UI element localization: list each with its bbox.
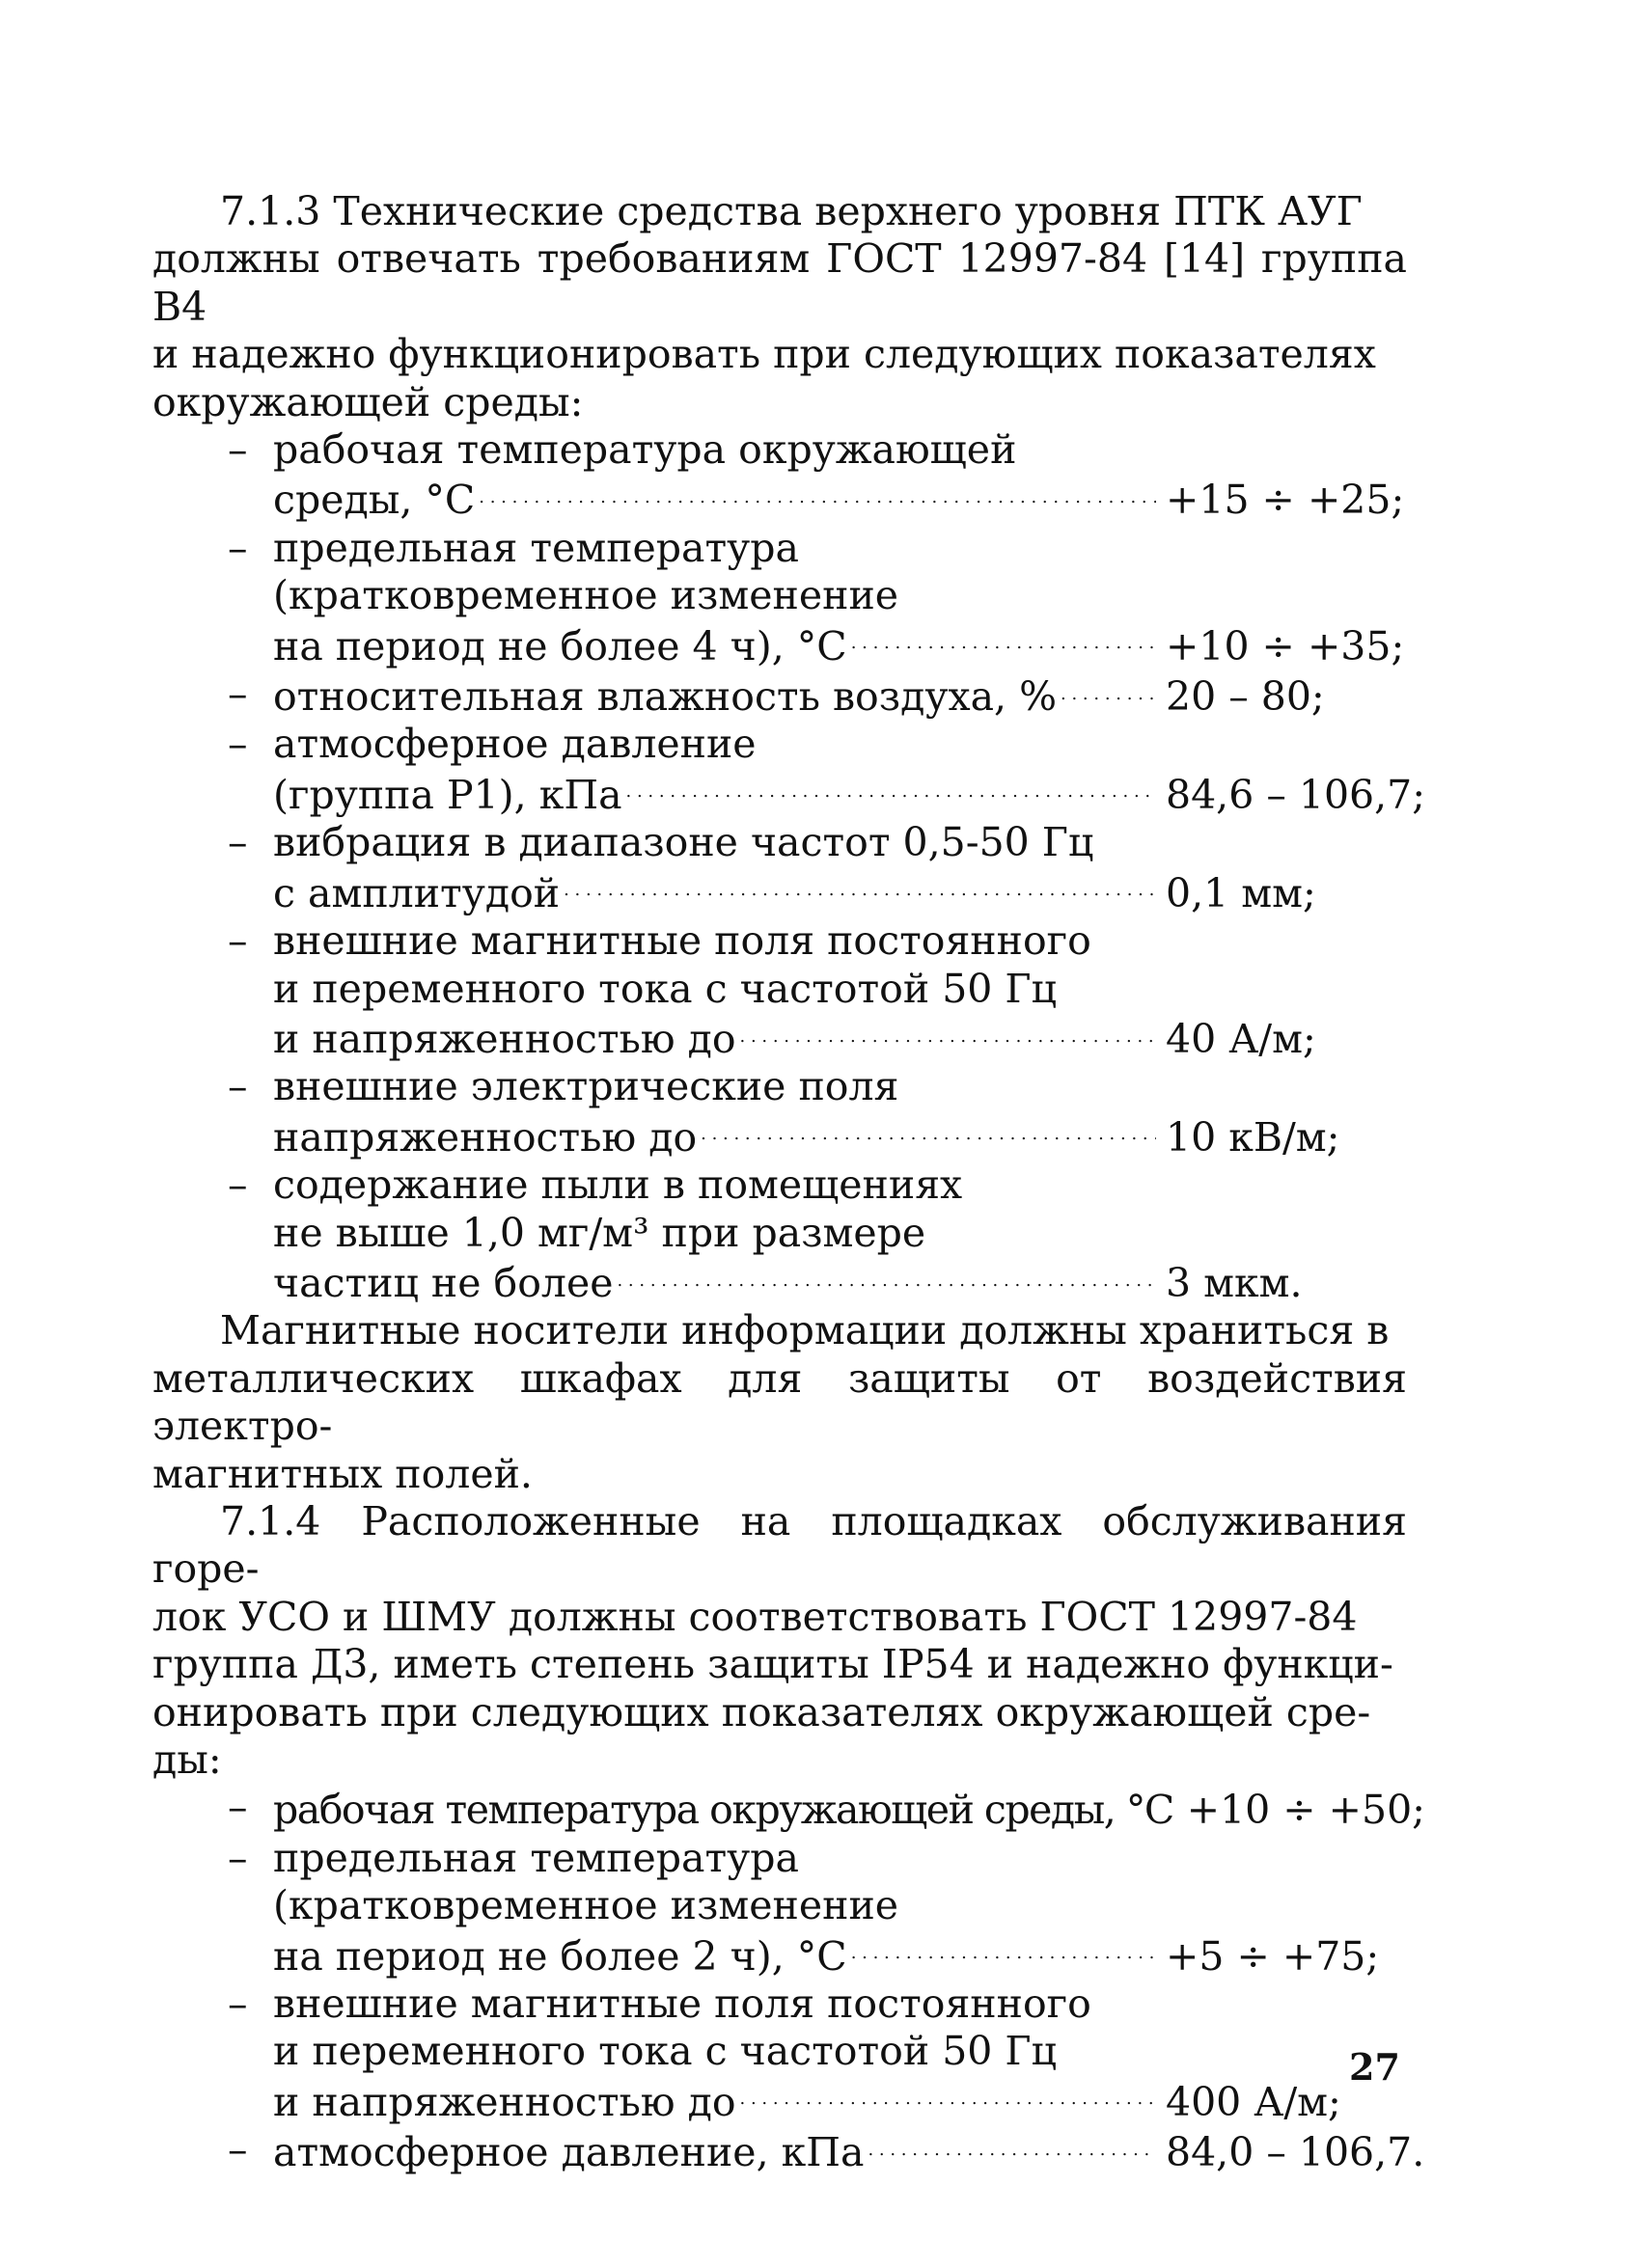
item-label: атмосферное давление, кПа <box>273 2129 865 2176</box>
list-dash: – <box>228 917 248 965</box>
dot-leader <box>851 620 1156 660</box>
list-item <box>152 670 1407 721</box>
list-item <box>152 426 1407 525</box>
item-text-line: предельная температура <box>273 524 799 571</box>
text-line: ды: <box>152 1736 222 1783</box>
text-line: должны отвечать требованиям ГОСТ 12997-84 [14] группа В4 <box>152 235 1407 330</box>
dot-leader <box>626 769 1156 808</box>
list-dash: – <box>228 1063 248 1110</box>
item-label: относительная влажность воздуха, % <box>273 673 1058 721</box>
list-dash: – <box>228 426 248 474</box>
dot-leader <box>701 1111 1156 1151</box>
page-number: 27 <box>1349 2045 1400 2089</box>
section-7-1-4-intro <box>152 1498 1407 1784</box>
list-dash: – <box>228 819 248 866</box>
dot-leader <box>479 474 1156 513</box>
list-item <box>152 721 1426 819</box>
item-value: 10 кВ/м; <box>1166 1113 1340 1161</box>
list-dash: – <box>228 1834 248 1881</box>
item-label: напряженностью до <box>273 1113 698 1161</box>
text-line: онировать при следующих показателях окружающей сре- <box>152 1688 1371 1735</box>
item-text-line: (кратковременное изменение <box>273 572 899 619</box>
text-body <box>152 188 1426 2177</box>
magnetic-media-paragraph <box>152 1307 1407 1498</box>
list-item <box>152 2126 1425 2176</box>
item-text-line: (кратковременное изменение <box>273 1882 899 1929</box>
item-value: 40 А/м; <box>1166 1015 1316 1062</box>
dot-leader <box>740 1013 1156 1052</box>
dot-leader <box>868 2126 1156 2166</box>
item-value: +10 ÷ +50; <box>1186 1787 1425 1834</box>
item-value: 0,1 мм; <box>1166 869 1316 916</box>
item-value: 84,0 – 106,7. <box>1166 2129 1425 2176</box>
item-text-line: внешние магнитные поля постоянного <box>273 917 1091 965</box>
item-label: на период не более 2 ч), °С <box>273 1932 847 1980</box>
item-text-line: внешние магнитные поля постоянного <box>273 1981 1091 2028</box>
text-line: 7.1.4 Расположенные на площадках обслуживания горе- <box>152 1497 1407 1593</box>
item-label: и напряженностью до <box>273 1015 736 1062</box>
list-item <box>152 1063 1407 1161</box>
list-dash: – <box>228 721 248 768</box>
text-line: металлических шкафах для защиты от воздействия электро- <box>152 1354 1407 1450</box>
item-value: 84,6 – 106,7; <box>1166 771 1426 818</box>
item-label: среды, °С <box>273 477 476 524</box>
item-label: (группа Р1), кПа <box>273 771 622 818</box>
list-dash: – <box>228 2126 248 2173</box>
text-line: магнитных полей. <box>152 1450 533 1497</box>
item-value: 400 А/м; <box>1166 2078 1341 2125</box>
item-text-line: и переменного тока с частотой 50 Гц <box>273 965 1057 1012</box>
list-dash: – <box>228 1161 248 1209</box>
item-label: с амплитудой <box>273 869 561 916</box>
list-item <box>152 1981 1407 2126</box>
item-label: на период не более 4 ч), °С <box>273 622 847 669</box>
item-text-line: атмосферное давление <box>273 721 757 768</box>
list-item <box>152 1835 1407 1981</box>
list-item <box>152 1161 1407 1307</box>
item-text-line: не выше 1,0 мг/м³ при размере <box>273 1209 926 1256</box>
item-text-line: содержание пыли в помещениях <box>273 1161 963 1209</box>
section-7-1-3-intro <box>152 188 1407 426</box>
item-value: +15 ÷ +25; <box>1166 477 1405 524</box>
item-label: рабочая температура окружающей среды, °С <box>273 1787 1173 1834</box>
list-dash: – <box>228 1981 248 2028</box>
list-dash: – <box>228 1784 248 1831</box>
item-label: и напряженностью до <box>273 2078 736 2125</box>
list-item <box>152 917 1407 1063</box>
text-line: лок УСО и ШМУ должны соответствовать ГОСТ 12997-84 <box>152 1593 1358 1640</box>
item-value: +10 ÷ +35; <box>1166 622 1405 669</box>
dot-leader <box>564 867 1156 907</box>
dot-leader <box>851 1930 1156 1970</box>
dot-leader <box>1061 670 1156 710</box>
item-value: 20 – 80; <box>1166 673 1325 721</box>
item-text-line: внешние электрические поля <box>273 1063 899 1110</box>
item-text-line: вибрация в диапазоне частот 0,5-50 Гц <box>273 819 1094 866</box>
text-line: 7.1.3 Технические средства верхнего уровня ПТК АУГ <box>220 188 1363 234</box>
list-dash: – <box>228 670 248 718</box>
item-value: +5 ÷ +75; <box>1166 1932 1380 1980</box>
item-text-line: рабочая температура окружающей <box>273 426 1017 474</box>
text-line: и надежно функционировать при следующих показателях <box>152 331 1376 378</box>
text-line: окружающей среды: <box>152 378 584 425</box>
item-value: 3 мкм. <box>1166 1259 1303 1306</box>
list-item <box>152 525 1407 670</box>
list-item <box>152 1784 1425 1834</box>
dot-leader <box>740 2076 1156 2116</box>
item-text-line: и переменного тока с частотой 50 Гц <box>273 2028 1057 2075</box>
text-line: группа Д3, иметь степень защиты IP54 и надежно функци- <box>152 1641 1393 1688</box>
item-label: частиц не более <box>273 1259 614 1306</box>
dot-leader <box>617 1257 1156 1297</box>
list-item <box>152 819 1407 917</box>
item-text-line: предельная температура <box>273 1834 799 1881</box>
text-line: Магнитные носители информации должны храниться в <box>220 1307 1390 1354</box>
list-dash: – <box>228 524 248 571</box>
